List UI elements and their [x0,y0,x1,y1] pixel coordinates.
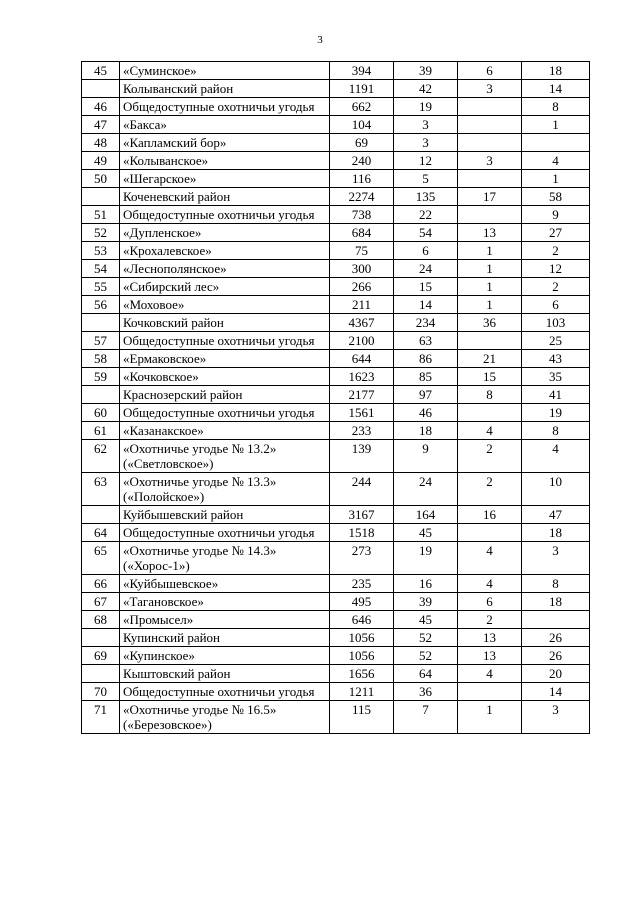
row-number-cell: 69 [82,647,120,665]
value-col-2-cell: 64 [394,665,458,683]
value-col-2-cell: 15 [394,278,458,296]
value-col-3-cell: 1 [458,260,522,278]
value-col-3-cell: 8 [458,386,522,404]
value-col-1-cell: 394 [330,62,394,80]
area-name-cell: Общедоступные охотничьи угодья [120,404,330,422]
value-col-1-cell: 240 [330,152,394,170]
row-number-cell: 45 [82,62,120,80]
table-row [82,62,590,80]
area-name-cell: Общедоступные охотничьи угодья [120,332,330,350]
value-col-2-cell: 19 [394,542,458,575]
value-col-1-cell: 1056 [330,629,394,647]
value-col-1-cell: 115 [330,701,394,734]
row-number-cell: 58 [82,350,120,368]
value-col-2-cell: 5 [394,170,458,188]
value-col-4-cell: 18 [522,593,590,611]
value-col-3-cell: 2 [458,440,522,473]
value-col-1-cell: 1056 [330,647,394,665]
value-col-1-cell: 4367 [330,314,394,332]
area-name-cell: Куйбышевский район [120,506,330,524]
value-col-2-cell: 86 [394,350,458,368]
value-col-2-cell: 24 [394,473,458,506]
area-name-cell: «Охотничье угодье № 13.2» («Светловское») [120,440,330,473]
value-col-3-cell: 4 [458,422,522,440]
value-col-1-cell: 2177 [330,386,394,404]
value-col-3-cell: 1 [458,296,522,314]
row-number-cell: 57 [82,332,120,350]
area-name-cell: «Шегарское» [120,170,330,188]
table-row [82,404,590,422]
table-row [82,296,590,314]
value-col-3-cell [458,206,522,224]
row-number-cell: 50 [82,170,120,188]
table-row [82,242,590,260]
value-col-1-cell: 233 [330,422,394,440]
area-name-cell: Коченевский район [120,188,330,206]
value-col-2-cell: 45 [394,611,458,629]
value-col-3-cell [458,134,522,152]
value-col-2-cell: 19 [394,98,458,116]
table-row [82,440,590,473]
row-number-cell: 51 [82,206,120,224]
area-name-cell: Купинский район [120,629,330,647]
value-col-4-cell: 18 [522,62,590,80]
value-col-4-cell: 2 [522,278,590,296]
row-number-cell: 52 [82,224,120,242]
row-number-cell [82,629,120,647]
table-row [82,116,590,134]
area-name-cell: «Сибирский лес» [120,278,330,296]
row-number-cell: 56 [82,296,120,314]
value-col-2-cell: 85 [394,368,458,386]
value-col-2-cell: 36 [394,683,458,701]
value-col-1-cell: 646 [330,611,394,629]
table-row [82,524,590,542]
area-name-cell: «Охотничье угодье № 14.3» («Хорос-1») [120,542,330,575]
value-col-4-cell: 1 [522,170,590,188]
value-col-2-cell: 97 [394,386,458,404]
value-col-1-cell: 211 [330,296,394,314]
area-name-cell: «Крохалевское» [120,242,330,260]
row-number-cell: 59 [82,368,120,386]
value-col-4-cell: 43 [522,350,590,368]
value-col-4-cell: 8 [522,575,590,593]
table-row [82,98,590,116]
value-col-4-cell: 41 [522,386,590,404]
value-col-3-cell: 13 [458,647,522,665]
table-row [82,224,590,242]
value-col-4-cell: 35 [522,368,590,386]
value-col-2-cell: 18 [394,422,458,440]
area-name-cell: Колыванский район [120,80,330,98]
table-body [82,62,590,734]
table-row [82,701,590,734]
value-col-1-cell: 69 [330,134,394,152]
area-name-cell: Общедоступные охотничьи угодья [120,98,330,116]
row-number-cell: 53 [82,242,120,260]
area-name-cell: «Промысел» [120,611,330,629]
value-col-3-cell [458,116,522,134]
row-number-cell: 54 [82,260,120,278]
area-name-cell: «Леснополянское» [120,260,330,278]
value-col-3-cell: 13 [458,224,522,242]
value-col-2-cell: 135 [394,188,458,206]
value-col-4-cell: 1 [522,116,590,134]
table-row [82,593,590,611]
row-number-cell: 66 [82,575,120,593]
value-col-3-cell: 6 [458,593,522,611]
area-name-cell: «Дупленское» [120,224,330,242]
area-name-cell: «Колыванское» [120,152,330,170]
value-col-4-cell: 20 [522,665,590,683]
value-col-1-cell: 300 [330,260,394,278]
value-col-3-cell: 3 [458,152,522,170]
value-col-4-cell: 27 [522,224,590,242]
row-number-cell: 67 [82,593,120,611]
value-col-4-cell: 9 [522,206,590,224]
value-col-3-cell: 2 [458,611,522,629]
row-number-cell [82,80,120,98]
value-col-4-cell: 4 [522,440,590,473]
value-col-4-cell: 10 [522,473,590,506]
value-col-3-cell: 3 [458,80,522,98]
value-col-4-cell [522,134,590,152]
area-name-cell: «Купинское» [120,647,330,665]
page-number: 3 [317,34,323,46]
row-number-cell: 46 [82,98,120,116]
area-name-cell: Общедоступные охотничьи угодья [120,683,330,701]
value-col-2-cell: 24 [394,260,458,278]
area-name-cell: «Казанакское» [120,422,330,440]
value-col-1-cell: 662 [330,98,394,116]
table-row [82,629,590,647]
row-number-cell [82,314,120,332]
value-col-2-cell: 7 [394,701,458,734]
value-col-2-cell: 3 [394,116,458,134]
value-col-4-cell: 14 [522,80,590,98]
area-name-cell: «Охотничье угодье № 16.5» («Березовское») [120,701,330,734]
value-col-2-cell: 42 [394,80,458,98]
value-col-1-cell: 104 [330,116,394,134]
value-col-3-cell: 1 [458,278,522,296]
value-col-2-cell: 234 [394,314,458,332]
value-col-3-cell: 1 [458,701,522,734]
table-row [82,611,590,629]
row-number-cell: 55 [82,278,120,296]
value-col-3-cell: 4 [458,575,522,593]
table-row [82,314,590,332]
row-number-cell: 49 [82,152,120,170]
value-col-1-cell: 116 [330,170,394,188]
value-col-1-cell: 1191 [330,80,394,98]
table-row [82,350,590,368]
value-col-1-cell: 1518 [330,524,394,542]
value-col-4-cell: 3 [522,542,590,575]
value-col-3-cell [458,98,522,116]
area-name-cell: Кыштовский район [120,665,330,683]
value-col-4-cell: 18 [522,524,590,542]
value-col-1-cell: 1623 [330,368,394,386]
hunting-grounds-table [81,61,590,734]
value-col-4-cell: 3 [522,701,590,734]
value-col-2-cell: 6 [394,242,458,260]
value-col-1-cell: 684 [330,224,394,242]
value-col-4-cell: 25 [522,332,590,350]
row-number-cell: 48 [82,134,120,152]
value-col-4-cell: 47 [522,506,590,524]
row-number-cell [82,188,120,206]
value-col-3-cell: 15 [458,368,522,386]
value-col-1-cell: 273 [330,542,394,575]
row-number-cell: 68 [82,611,120,629]
area-name-cell: «Охотничье угодье № 13.3» («Полойское») [120,473,330,506]
table-row [82,170,590,188]
row-number-cell: 63 [82,473,120,506]
value-col-2-cell: 52 [394,647,458,665]
value-col-2-cell: 63 [394,332,458,350]
row-number-cell: 71 [82,701,120,734]
table-row [82,368,590,386]
value-col-3-cell: 16 [458,506,522,524]
value-col-3-cell [458,332,522,350]
value-col-2-cell: 9 [394,440,458,473]
value-col-4-cell: 6 [522,296,590,314]
area-name-cell: «Куйбышевское» [120,575,330,593]
value-col-1-cell: 1211 [330,683,394,701]
value-col-3-cell: 4 [458,665,522,683]
value-col-1-cell: 235 [330,575,394,593]
area-name-cell: «Тагановское» [120,593,330,611]
row-number-cell: 64 [82,524,120,542]
table-row [82,575,590,593]
value-col-2-cell: 12 [394,152,458,170]
value-col-3-cell: 36 [458,314,522,332]
row-number-cell: 65 [82,542,120,575]
value-col-4-cell: 26 [522,629,590,647]
table-row [82,665,590,683]
value-col-4-cell [522,611,590,629]
row-number-cell: 70 [82,683,120,701]
value-col-2-cell: 45 [394,524,458,542]
table-row [82,278,590,296]
table-row [82,386,590,404]
row-number-cell: 62 [82,440,120,473]
area-name-cell: «Капламский бор» [120,134,330,152]
area-name-cell: Общедоступные охотничьи угодья [120,524,330,542]
value-col-4-cell: 8 [522,422,590,440]
value-col-4-cell: 4 [522,152,590,170]
area-name-cell: «Моховое» [120,296,330,314]
value-col-4-cell: 8 [522,98,590,116]
value-col-4-cell: 19 [522,404,590,422]
value-col-3-cell: 2 [458,473,522,506]
table-row [82,260,590,278]
value-col-3-cell: 17 [458,188,522,206]
row-number-cell [82,506,120,524]
value-col-3-cell: 21 [458,350,522,368]
area-name-cell: Кочковский район [120,314,330,332]
value-col-2-cell: 3 [394,134,458,152]
row-number-cell: 60 [82,404,120,422]
value-col-3-cell [458,524,522,542]
value-col-3-cell [458,404,522,422]
value-col-1-cell: 1656 [330,665,394,683]
value-col-3-cell: 4 [458,542,522,575]
value-col-1-cell: 2100 [330,332,394,350]
table-row [82,332,590,350]
value-col-4-cell: 2 [522,242,590,260]
area-name-cell: «Бакса» [120,116,330,134]
table-row [82,506,590,524]
value-col-2-cell: 54 [394,224,458,242]
value-col-2-cell: 46 [394,404,458,422]
value-col-1-cell: 139 [330,440,394,473]
table-row [82,134,590,152]
area-name-cell: Общедоступные охотничьи угодья [120,206,330,224]
area-name-cell: «Ермаковское» [120,350,330,368]
value-col-1-cell: 738 [330,206,394,224]
value-col-4-cell: 58 [522,188,590,206]
table-row [82,152,590,170]
value-col-1-cell: 75 [330,242,394,260]
value-col-3-cell: 1 [458,242,522,260]
table-row [82,542,590,575]
value-col-3-cell: 13 [458,629,522,647]
row-number-cell: 61 [82,422,120,440]
value-col-2-cell: 16 [394,575,458,593]
table-row [82,683,590,701]
value-col-3-cell [458,683,522,701]
row-number-cell [82,665,120,683]
value-col-4-cell: 26 [522,647,590,665]
value-col-1-cell: 2274 [330,188,394,206]
area-name-cell: «Суминское» [120,62,330,80]
table-row [82,80,590,98]
area-name-cell: Краснозерский район [120,386,330,404]
area-name-cell: «Кочковское» [120,368,330,386]
value-col-1-cell: 244 [330,473,394,506]
value-col-3-cell [458,170,522,188]
value-col-2-cell: 22 [394,206,458,224]
value-col-1-cell: 644 [330,350,394,368]
value-col-4-cell: 12 [522,260,590,278]
value-col-4-cell: 14 [522,683,590,701]
value-col-1-cell: 266 [330,278,394,296]
value-col-2-cell: 14 [394,296,458,314]
value-col-2-cell: 39 [394,62,458,80]
value-col-2-cell: 52 [394,629,458,647]
row-number-cell [82,386,120,404]
table-row [82,422,590,440]
value-col-2-cell: 164 [394,506,458,524]
value-col-1-cell: 495 [330,593,394,611]
table-row [82,188,590,206]
table-row [82,206,590,224]
table-row [82,647,590,665]
value-col-2-cell: 39 [394,593,458,611]
value-col-1-cell: 3167 [330,506,394,524]
value-col-1-cell: 1561 [330,404,394,422]
table-row [82,473,590,506]
value-col-3-cell: 6 [458,62,522,80]
row-number-cell: 47 [82,116,120,134]
value-col-4-cell: 103 [522,314,590,332]
